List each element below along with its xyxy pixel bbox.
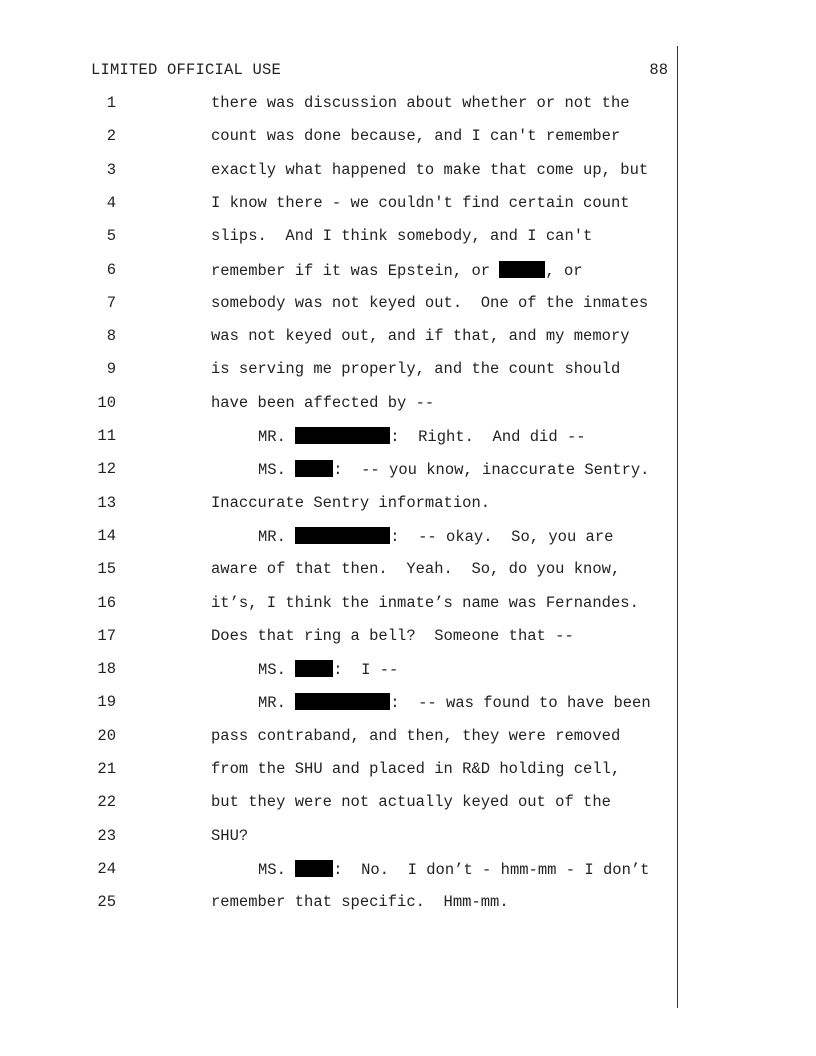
text-segment: MR. — [258, 527, 296, 546]
text-segment: but they were not actually keyed out of the — [211, 793, 611, 812]
text-segment: pass contraband, and then, they were removed — [211, 726, 621, 745]
line-number: 17 — [97, 626, 116, 645]
text-segment: : -- was found to have been — [390, 694, 651, 713]
line-number: 25 — [97, 893, 116, 912]
line-number: 22 — [97, 793, 116, 812]
line-number: 3 — [106, 160, 116, 179]
text-segment: SHU? — [211, 826, 249, 845]
text-segment: : No. I don’t - hmm-mm - I don’t — [333, 860, 650, 879]
line-number: 13 — [97, 493, 116, 512]
redaction-box — [295, 660, 333, 677]
text-segment: from the SHU and placed in R&D holding cell, — [211, 760, 621, 778]
line-text — [211, 560, 620, 578]
text-segment: Does that ring a bell? Someone that -- — [211, 626, 574, 645]
redaction-box — [295, 860, 333, 877]
line-number: 16 — [97, 593, 116, 612]
line-text — [211, 594, 639, 612]
text-segment: is serving me properly, and the count should — [211, 360, 621, 379]
text-segment: there was discussion about whether or not the — [211, 94, 630, 112]
line-number: 21 — [97, 760, 116, 778]
text-segment: , or — [545, 261, 583, 280]
text-segment: slips. And I think somebody, and I can't — [211, 227, 593, 246]
line-number: 10 — [97, 393, 116, 412]
line-text — [211, 161, 648, 179]
text-segment: MR. — [258, 694, 296, 713]
text-segment: : Right. And did -- — [390, 428, 586, 446]
right-margin-rule — [677, 46, 678, 1008]
redaction-box — [295, 527, 390, 544]
line-number: 6 — [106, 260, 116, 279]
line-text — [211, 94, 630, 112]
line-number: 7 — [106, 293, 116, 312]
line-text — [211, 793, 611, 811]
line-text — [258, 860, 649, 879]
line-number: 5 — [106, 227, 116, 246]
text-segment: count was done because, and I can't remember — [211, 127, 621, 146]
line-text — [258, 660, 398, 679]
line-text — [211, 494, 490, 512]
line-text — [211, 227, 592, 245]
line-text — [211, 327, 630, 345]
text-segment: MR. — [258, 428, 296, 446]
line-text — [211, 394, 434, 412]
line-text — [258, 460, 649, 479]
line-number: 14 — [97, 526, 116, 545]
line-number: 19 — [97, 693, 116, 712]
text-segment: : -- okay. So, you are — [390, 527, 614, 546]
line-text — [211, 127, 620, 145]
text-segment: Inaccurate Sentry information. — [211, 493, 491, 512]
line-text — [211, 827, 248, 845]
line-number: 2 — [106, 127, 116, 146]
line-text — [211, 194, 630, 212]
line-text — [211, 261, 583, 280]
line-number: 23 — [97, 826, 116, 845]
redaction-box — [295, 693, 390, 710]
line-text — [211, 893, 509, 911]
redaction-box — [295, 427, 390, 444]
text-segment: remember if it was Epstein, or — [211, 261, 500, 280]
text-segment: MS. — [258, 661, 296, 680]
text-segment: : -- you know, inaccurate Sentry. — [333, 461, 650, 480]
line-number: 24 — [97, 859, 116, 878]
text-segment: somebody was not keyed out. One of the inmates — [211, 293, 649, 312]
text-segment: I know there - we couldn't find certain count — [211, 193, 630, 212]
line-number: 20 — [97, 726, 116, 745]
text-segment: it’s, I think the inmate’s name was Fernandes. — [211, 593, 639, 612]
line-text — [211, 360, 620, 378]
line-text — [211, 627, 574, 645]
text-segment: MS. — [258, 461, 296, 480]
line-number: 1 — [106, 94, 116, 112]
text-segment: MS. — [258, 860, 296, 879]
line-text — [211, 294, 648, 312]
header-classification: LIMITED OFFICIAL USE — [91, 61, 282, 79]
text-segment: have been affected by -- — [211, 393, 435, 412]
page-number: 88 — [649, 61, 668, 79]
line-text — [211, 760, 620, 778]
line-number: 18 — [97, 660, 116, 679]
text-segment: was not keyed out, and if that, and my memory — [211, 327, 630, 346]
line-number: 9 — [106, 360, 116, 379]
line-text — [258, 693, 651, 712]
line-number: 4 — [106, 193, 116, 212]
line-number: 8 — [106, 327, 116, 346]
line-text — [211, 727, 620, 745]
line-number: 11 — [97, 427, 116, 445]
text-segment: remember that specific. Hmm-mm. — [211, 893, 509, 912]
line-text — [258, 527, 613, 546]
text-segment: : I -- — [333, 661, 399, 680]
redaction-box — [295, 460, 333, 477]
line-text — [258, 427, 586, 446]
line-number: 15 — [97, 560, 116, 579]
text-segment: exactly what happened to make that come up, but — [211, 160, 649, 179]
text-segment: aware of that then. Yeah. So, do you know, — [211, 560, 621, 579]
line-number: 12 — [97, 460, 116, 479]
redaction-box — [499, 261, 545, 278]
